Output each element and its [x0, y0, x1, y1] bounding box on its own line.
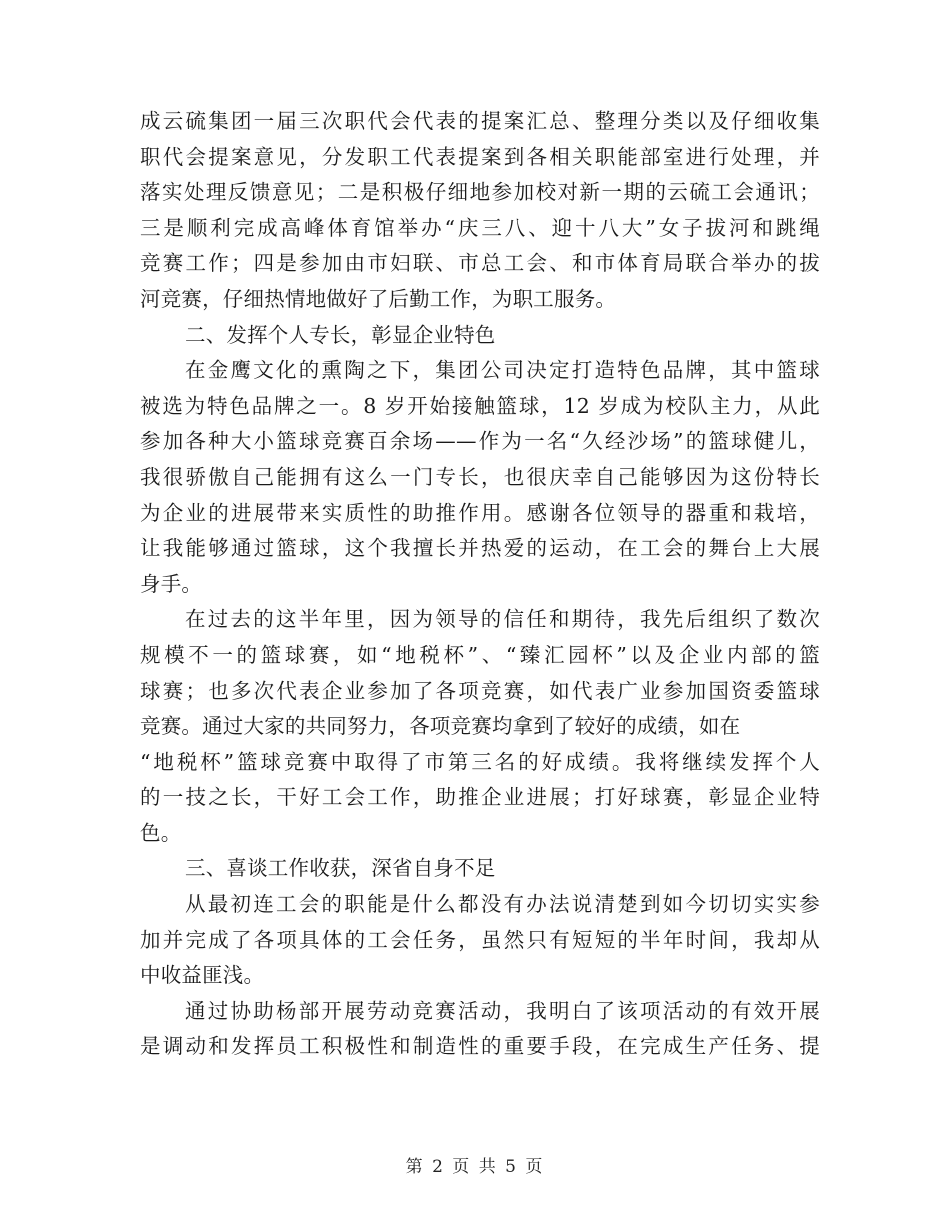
text-line: “地税杯”篮球竞赛中取得了市第三名的好成绩。我将继续发挥个人 — [140, 749, 820, 774]
text-line: 从最初连工会的职能是什么都没有办法说清楚到如今切切实实参 — [185, 892, 820, 917]
text-line: 三是顺利完成高峰体育馆举办“庆三八、迎十八大”女子拔河和跳绳 — [140, 215, 820, 240]
text-line: 通过协助杨部开展劳动竞赛活动，我明白了该项活动的有效开展 — [185, 998, 820, 1023]
text-line: 被选为特色品牌之一。8 岁开始接触篮球，12 岁成为校队主力，从此 — [140, 393, 820, 418]
text-line: 让我能够通过篮球，这个我擅长并热爱的运动，在工会的舞台上大展 — [140, 536, 820, 561]
text-line: 为企业的进展带来实质性的助推作用。感谢各位领导的器重和栽培， — [140, 500, 820, 525]
text-line: 在过去的这半年里，因为领导的信任和期待，我先后组织了数次 — [185, 607, 820, 632]
text-line: 色。 — [140, 820, 182, 845]
text-line: 竞赛工作；四是参加由市妇联、市总工会、和市体育局联合举办的拔 — [140, 251, 820, 276]
text-line: 规模不一的篮球赛，如“地税杯”、“臻汇园杯”以及企业内部的篮 — [140, 642, 820, 667]
text-line: 职代会提案意见，分发职工代表提案到各相关职能部室进行处理，并 — [140, 144, 820, 169]
document-body — [140, 104, 820, 1065]
text-line: 是调动和发挥员工积极性和制造性的重要手段，在完成生产任务、提 — [140, 1034, 820, 1059]
text-line: 参加各种大小篮球竞赛百余场——作为一名“久经沙场”的篮球健儿， — [140, 429, 820, 454]
text-line: 身手。 — [140, 571, 203, 596]
text-line: 中收益匪浅。 — [140, 963, 265, 988]
text-line: 河竞赛，仔细热情地做好了后勤工作，为职工服务。 — [140, 286, 617, 311]
text-line: 落实处理反馈意见；二是积极仔细地参加校对新一期的云硫工会通讯； — [140, 180, 820, 205]
text-line: 成云硫集团一届三次职代会代表的提案汇总、整理分类以及仔细收集 — [140, 109, 820, 133]
text-line: 球赛；也多次代表企业参加了各项竞赛，如代表广业参加国资委篮球 — [140, 678, 820, 703]
text-line: 我很骄傲自己能拥有这么一门专长，也很庆幸自己能够因为这份特长 — [140, 464, 820, 489]
text-line: 在金鹰文化的熏陶之下，集团公司决定打造特色品牌，其中篮球 — [185, 358, 820, 383]
section-heading: 三、喜谈工作收获，深省自身不足 — [185, 856, 496, 881]
text-line: 竞赛。通过大家的共同努力，各项竞赛均拿到了较好的成绩，如在 — [140, 714, 741, 739]
section-heading: 二、发挥个人专长，彰显企业特色 — [185, 322, 496, 347]
page-footer: 第 2 页 共 5 页 — [405, 1157, 545, 1177]
text-line: 加并完成了各项具体的工会任务，虽然只有短短的半年时间，我却从 — [140, 927, 820, 952]
text-line: 的一技之长，干好工会工作，助推企业进展；打好球赛，彰显企业特 — [140, 785, 820, 810]
